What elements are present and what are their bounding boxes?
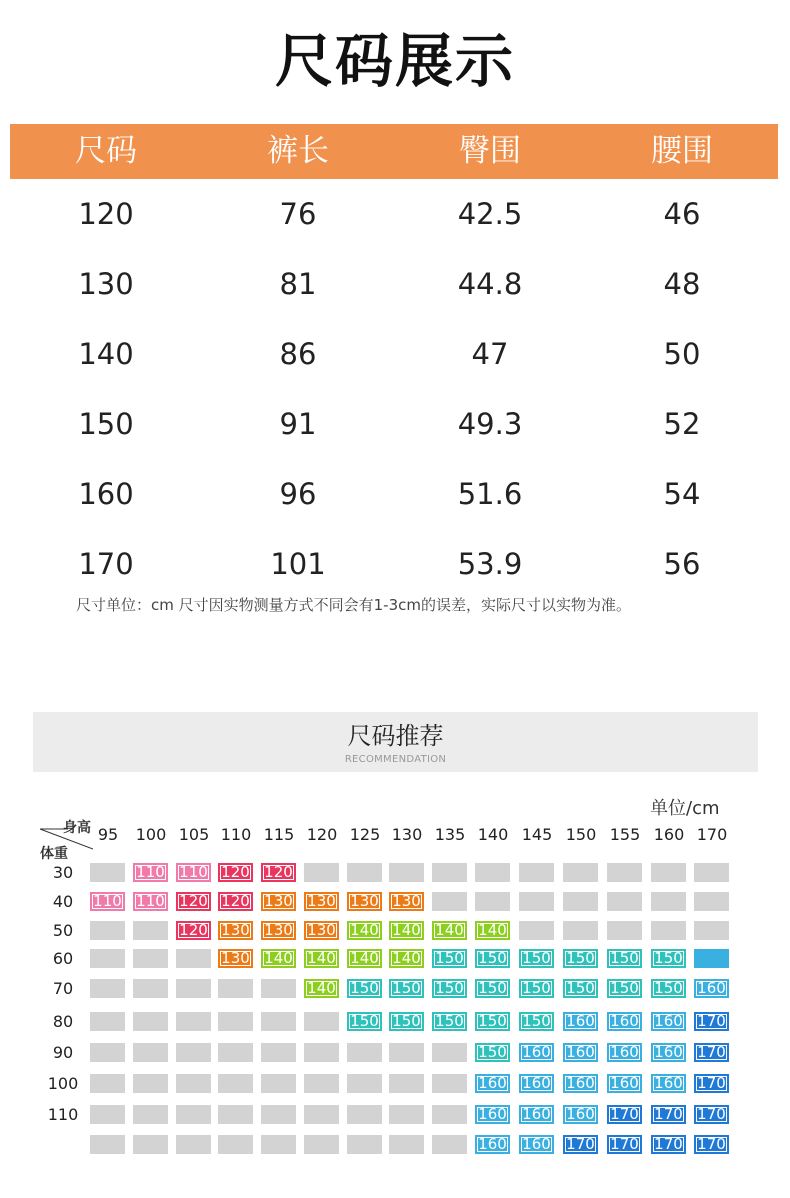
grid-row — [0, 1104, 790, 1126]
size-table-header — [10, 124, 778, 179]
grid-cell-empty — [218, 1105, 253, 1124]
grid-cell-empty — [304, 1105, 339, 1124]
size-table-cell: 130 — [78, 267, 134, 301]
size-table-cell: 101 — [270, 547, 326, 581]
grid-row — [0, 1011, 790, 1033]
grid-cell-size: 120 — [176, 892, 211, 911]
grid-cell-empty — [563, 892, 598, 911]
grid-cell-size: 160 — [475, 1074, 510, 1093]
size-table-cell: 86 — [279, 337, 317, 371]
height-header: 145 — [521, 825, 553, 844]
weight-label: 90 — [52, 1043, 74, 1062]
size-table-cell: 44.8 — [457, 267, 523, 301]
height-header: 170 — [696, 825, 728, 844]
size-table-row — [10, 179, 778, 249]
size-table-cell: 56 — [663, 547, 701, 581]
grid-cell-size: 130 — [218, 921, 253, 940]
grid-cell-empty — [651, 892, 686, 911]
grid-cell-empty — [133, 979, 168, 998]
grid-cell-size: 160 — [607, 1043, 642, 1062]
grid-cell-empty — [432, 1043, 467, 1062]
header-pants-length: 裤长 — [267, 133, 329, 169]
grid-cell-empty — [261, 1012, 296, 1031]
grid-cell-size: 160 — [651, 1043, 686, 1062]
grid-cell-size: 150 — [475, 1043, 510, 1062]
grid-cell-empty — [432, 1074, 467, 1093]
height-header: 125 — [349, 825, 381, 844]
grid-cell-size: 130 — [261, 921, 296, 940]
grid-cell-size: 160 — [519, 1043, 554, 1062]
grid-cell-empty — [176, 1043, 211, 1062]
grid-cell-empty — [694, 892, 729, 911]
grid-cell-empty — [389, 863, 424, 882]
grid-cell-empty — [90, 1105, 125, 1124]
grid-cell-empty — [176, 949, 211, 968]
grid-cell-empty — [133, 949, 168, 968]
grid-cell-empty — [347, 863, 382, 882]
height-header: 135 — [434, 825, 466, 844]
grid-cell-empty — [694, 863, 729, 882]
grid-cell-empty — [563, 863, 598, 882]
size-note: 尺寸单位：cm 尺寸因实物测量方式不同会有1-3cm的误差，实际尺寸以实物为准。 — [76, 596, 631, 614]
grid-cell-size: 160 — [607, 1012, 642, 1031]
grid-cell-size: 130 — [389, 892, 424, 911]
size-table-cell: 81 — [279, 267, 317, 301]
grid-cell-size: 150 — [347, 1012, 382, 1031]
header-hip: 臀围 — [459, 133, 521, 169]
grid-cell-size: 120 — [218, 863, 253, 882]
grid-cell-empty — [347, 1043, 382, 1062]
grid-cell-empty — [90, 1135, 125, 1154]
grid-row — [0, 1134, 790, 1156]
grid-cell-size: 160 — [563, 1043, 598, 1062]
grid-cell-empty — [90, 949, 125, 968]
grid-cell-size: 150 — [432, 979, 467, 998]
size-table-cell: 150 — [78, 407, 134, 441]
grid-cell-empty — [176, 1105, 211, 1124]
grid-cell-empty — [133, 1012, 168, 1031]
grid-cell-size: 160 — [563, 1105, 598, 1124]
weight-label: 50 — [52, 921, 74, 940]
grid-cell-size: 130 — [261, 892, 296, 911]
grid-cell-empty — [90, 1012, 125, 1031]
grid-cell-size: 140 — [389, 921, 424, 940]
size-table-cell: 52 — [663, 407, 701, 441]
grid-cell-size: 170 — [694, 1074, 729, 1093]
grid-cell-size: 130 — [304, 921, 339, 940]
size-table-cell: 50 — [663, 337, 701, 371]
grid-cell-size: 150 — [563, 979, 598, 998]
grid-cell-size: 160 — [694, 979, 729, 998]
weight-label: 100 — [47, 1074, 79, 1093]
grid-cell-size: 170 — [694, 1135, 729, 1154]
grid-cell-empty — [133, 1074, 168, 1093]
grid-cell-size: 160 — [475, 1135, 510, 1154]
grid-cell-size: 110 — [90, 892, 125, 911]
weight-label: 110 — [47, 1105, 79, 1124]
size-table-cell: 54 — [663, 477, 701, 511]
grid-cell-empty — [607, 892, 642, 911]
grid-cell-empty — [432, 1135, 467, 1154]
grid-cell-size: 140 — [261, 949, 296, 968]
recommendation-subtitle: RECOMMENDATION — [344, 754, 447, 765]
grid-cell-empty — [218, 1012, 253, 1031]
grid-cell-size: 160 — [519, 1074, 554, 1093]
grid-cell-empty — [389, 1105, 424, 1124]
size-table-cell: 51.6 — [457, 477, 523, 511]
grid-cell-size: 160 — [651, 1074, 686, 1093]
grid-cell-empty — [563, 921, 598, 940]
grid-cell-size: 150 — [563, 949, 598, 968]
grid-row — [0, 891, 790, 913]
grid-cell-size: 130 — [347, 892, 382, 911]
page-title: 尺码展示 — [274, 27, 515, 95]
grid-cell-size: 150 — [432, 1012, 467, 1031]
grid-cell-size: 140 — [304, 979, 339, 998]
corner-height-label: 身高 — [63, 820, 91, 836]
grid-cell-empty — [218, 1043, 253, 1062]
grid-cell-empty — [519, 921, 554, 940]
size-table — [10, 124, 778, 599]
grid-cell-size: 150 — [519, 1012, 554, 1031]
size-table-cell: 47 — [471, 337, 509, 371]
grid-cell-size: 150 — [607, 949, 642, 968]
grid-cell-size: 110 — [133, 892, 168, 911]
grid-cell-size: 150 — [475, 1012, 510, 1031]
grid-cell-empty — [261, 1105, 296, 1124]
grid-cell-empty — [176, 979, 211, 998]
grid-cell-size: 120 — [176, 921, 211, 940]
size-table-cell: 160 — [78, 477, 134, 511]
grid-cell-empty — [304, 1135, 339, 1154]
height-header: 155 — [609, 825, 641, 844]
size-table-row — [10, 249, 778, 319]
grid-cell-empty — [389, 1043, 424, 1062]
size-table-cell: 170 — [78, 547, 134, 581]
grid-cell-empty — [347, 1074, 382, 1093]
grid-cell-empty — [651, 921, 686, 940]
grid-cell-empty — [218, 1074, 253, 1093]
grid-cell-empty — [304, 1043, 339, 1062]
grid-cell-empty — [261, 1074, 296, 1093]
grid-cell-size: 140 — [432, 921, 467, 940]
grid-cell-size: 110 — [133, 863, 168, 882]
grid-cell-empty — [133, 1043, 168, 1062]
grid-cell-size: 170 — [651, 1105, 686, 1124]
grid-cell-empty — [176, 1012, 211, 1031]
height-header: 120 — [306, 825, 338, 844]
unit-label: 单位/cm — [650, 798, 720, 819]
grid-cell-size: 160 — [519, 1105, 554, 1124]
size-table-cell: 120 — [78, 197, 134, 231]
weight-label: 40 — [52, 892, 74, 911]
grid-row — [0, 978, 790, 1000]
grid-cell-size: 150 — [432, 949, 467, 968]
size-table-cell: 91 — [279, 407, 317, 441]
grid-row — [0, 1073, 790, 1095]
grid-cell-size: 150 — [607, 979, 642, 998]
header-size: 尺码 — [75, 133, 137, 169]
grid-cell-size: 150 — [389, 1012, 424, 1031]
grid-cell-empty — [432, 863, 467, 882]
grid-cell-size: 130 — [304, 892, 339, 911]
grid-cell-size: 140 — [347, 921, 382, 940]
grid-cell-empty — [389, 1135, 424, 1154]
grid-cell-size: 140 — [389, 949, 424, 968]
height-headers — [0, 825, 790, 847]
grid-cell-empty — [389, 1074, 424, 1093]
corner-weight-label: 体重 — [40, 846, 68, 862]
size-table-body — [10, 179, 778, 599]
grid-cell-empty — [432, 892, 467, 911]
size-table-row — [10, 459, 778, 529]
grid-cell-empty — [475, 892, 510, 911]
grid-cell-empty — [176, 1074, 211, 1093]
grid-cell-size: 160 — [519, 1135, 554, 1154]
grid-cell-size: 150 — [519, 949, 554, 968]
weight-label: 80 — [52, 1012, 74, 1031]
weight-label: 30 — [52, 863, 74, 882]
header-waist: 腰围 — [651, 133, 713, 169]
grid-cell-empty — [90, 979, 125, 998]
grid-cell-empty — [261, 1135, 296, 1154]
grid-cell-size: 140 — [347, 949, 382, 968]
grid-cell-empty — [347, 1105, 382, 1124]
grid-cell-size: 170 — [607, 1135, 642, 1154]
grid-cell-size: 150 — [651, 979, 686, 998]
grid-cell-empty — [304, 1074, 339, 1093]
grid-cell-highlight — [694, 949, 729, 968]
size-table-cell: 96 — [279, 477, 317, 511]
grid-cell-empty — [304, 863, 339, 882]
grid-cell-empty — [218, 979, 253, 998]
size-table-cell: 76 — [279, 197, 317, 231]
grid-cell-empty — [432, 1105, 467, 1124]
grid-cell-empty — [304, 1012, 339, 1031]
size-table-cell: 42.5 — [457, 197, 523, 231]
size-table-cell: 49.3 — [457, 407, 523, 441]
grid-cell-empty — [651, 863, 686, 882]
size-table-cell: 46 — [663, 197, 701, 231]
height-header: 110 — [220, 825, 252, 844]
grid-cell-empty — [475, 863, 510, 882]
recommendation-title: 尺码推荐 — [347, 722, 444, 750]
grid-row — [0, 1042, 790, 1064]
grid-cell-size: 140 — [475, 921, 510, 940]
grid-cell-size: 160 — [563, 1074, 598, 1093]
grid-cell-size: 140 — [304, 949, 339, 968]
grid-cell-empty — [133, 921, 168, 940]
grid-cell-size: 160 — [651, 1012, 686, 1031]
grid-cell-size: 150 — [347, 979, 382, 998]
grid-cell-empty — [90, 1043, 125, 1062]
grid-cell-size: 130 — [218, 949, 253, 968]
grid-cell-size: 170 — [694, 1105, 729, 1124]
size-table-cell: 53.9 — [457, 547, 523, 581]
grid-row — [0, 948, 790, 970]
grid-cell-empty — [133, 1105, 168, 1124]
grid-row — [0, 862, 790, 884]
height-header: 105 — [178, 825, 210, 844]
height-header: 100 — [135, 825, 167, 844]
grid-cell-size: 160 — [563, 1012, 598, 1031]
grid-cell-size: 150 — [389, 979, 424, 998]
grid-cell-size: 160 — [475, 1105, 510, 1124]
grid-cell-empty — [90, 1074, 125, 1093]
grid-cell-size: 160 — [607, 1074, 642, 1093]
weight-label: 60 — [52, 949, 74, 968]
height-header: 150 — [565, 825, 597, 844]
recommendation-banner — [33, 712, 758, 772]
grid-cell-empty — [218, 1135, 253, 1154]
grid-cell-size: 170 — [563, 1135, 598, 1154]
grid-cell-size: 120 — [261, 863, 296, 882]
size-table-cell: 48 — [663, 267, 701, 301]
grid-cell-size: 110 — [176, 863, 211, 882]
height-header: 115 — [263, 825, 295, 844]
grid-cell-size: 150 — [475, 949, 510, 968]
grid-cell-size: 150 — [475, 979, 510, 998]
size-table-cell: 140 — [78, 337, 134, 371]
height-header: 95 — [97, 825, 119, 844]
grid-cell-empty — [90, 863, 125, 882]
grid-cell-empty — [261, 979, 296, 998]
grid-cell-empty — [607, 863, 642, 882]
height-header: 140 — [477, 825, 509, 844]
grid-cell-empty — [176, 1135, 211, 1154]
size-table-row — [10, 319, 778, 389]
grid-row — [0, 920, 790, 942]
grid-cell-empty — [261, 1043, 296, 1062]
grid-cell-empty — [347, 1135, 382, 1154]
grid-cell-size: 150 — [519, 979, 554, 998]
grid-cell-size: 170 — [607, 1105, 642, 1124]
grid-cell-size: 170 — [694, 1043, 729, 1062]
grid-cell-size: 170 — [694, 1012, 729, 1031]
height-header: 160 — [653, 825, 685, 844]
grid-cell-empty — [519, 892, 554, 911]
weight-label: 70 — [52, 979, 74, 998]
grid-cell-empty — [90, 921, 125, 940]
grid-cell-size: 120 — [218, 892, 253, 911]
grid-cell-empty — [133, 1135, 168, 1154]
size-table-row — [10, 529, 778, 599]
grid-cell-empty — [519, 863, 554, 882]
grid-cell-size: 170 — [651, 1135, 686, 1154]
grid-cell-empty — [694, 921, 729, 940]
grid-cell-empty — [607, 921, 642, 940]
height-header: 130 — [391, 825, 423, 844]
grid-cell-size: 150 — [651, 949, 686, 968]
size-table-row — [10, 389, 778, 459]
